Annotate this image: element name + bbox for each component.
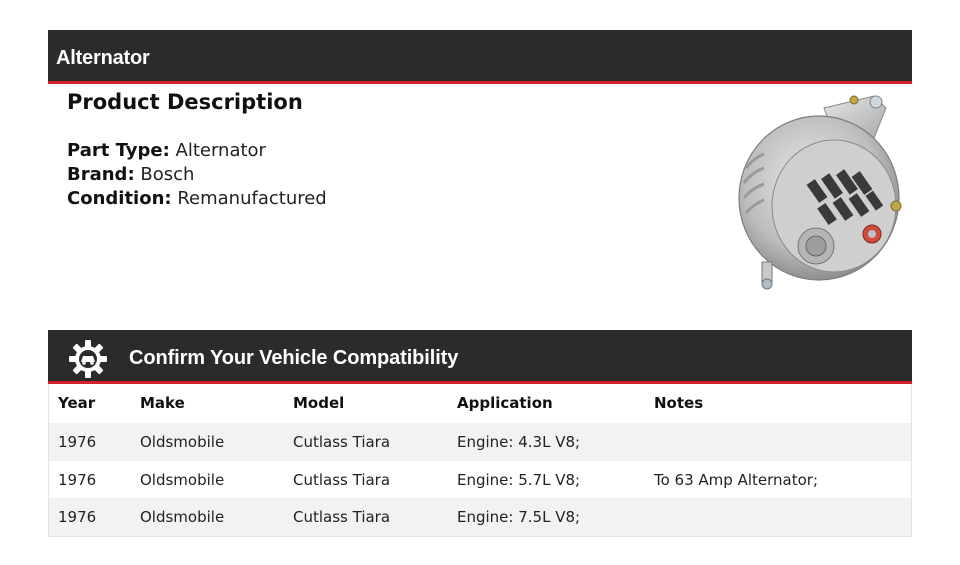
cell-make: Oldsmobile <box>140 433 225 451</box>
spec-value: Remanufactured <box>177 188 327 209</box>
table-header-row <box>49 384 911 423</box>
compatibility-table <box>48 384 912 537</box>
compatibility-header-bar <box>48 330 912 384</box>
cell-year: 1976 <box>58 433 97 451</box>
gear-car-icon <box>68 339 108 379</box>
spec-label: Part Type: <box>67 140 170 161</box>
cell-notes: To 63 Amp Alternator; <box>654 470 818 489</box>
cell-model: Cutlass Tiara <box>293 508 391 526</box>
compatibility-title: Confirm Your Vehicle Compatibility <box>129 347 459 369</box>
cell-model: Cutlass Tiara <box>293 433 391 451</box>
spec-brand <box>67 164 194 185</box>
cell-application: Engine: 5.7L V8; <box>457 470 581 489</box>
column-header-application[interactable]: Application <box>457 394 553 412</box>
product-description-heading: Product Description <box>67 90 303 114</box>
product-image[interactable] <box>724 88 912 300</box>
spec-label: Brand: <box>67 164 135 185</box>
spec-part-type <box>67 140 266 161</box>
table-row <box>49 498 911 536</box>
product-header-title: Alternator <box>56 47 150 69</box>
column-header-make[interactable]: Make <box>140 394 185 412</box>
cell-model: Cutlass Tiara <box>293 470 391 489</box>
spec-condition <box>67 188 327 209</box>
column-header-model[interactable]: Model <box>293 394 345 412</box>
product-header-bar <box>48 30 912 84</box>
column-header-year[interactable]: Year <box>58 394 96 412</box>
table-row <box>49 423 911 461</box>
spec-label: Condition: <box>67 188 172 209</box>
spec-value: Alternator <box>175 140 266 161</box>
table-row <box>49 461 911 499</box>
cell-year: 1976 <box>58 470 97 489</box>
cell-application: Engine: 4.3L V8; <box>457 433 581 451</box>
column-header-notes[interactable]: Notes <box>654 394 704 412</box>
cell-make: Oldsmobile <box>140 470 225 489</box>
spec-value: Bosch <box>140 164 195 185</box>
cell-make: Oldsmobile <box>140 508 225 526</box>
cell-application: Engine: 7.5L V8; <box>457 508 581 526</box>
cell-year: 1976 <box>58 508 97 526</box>
